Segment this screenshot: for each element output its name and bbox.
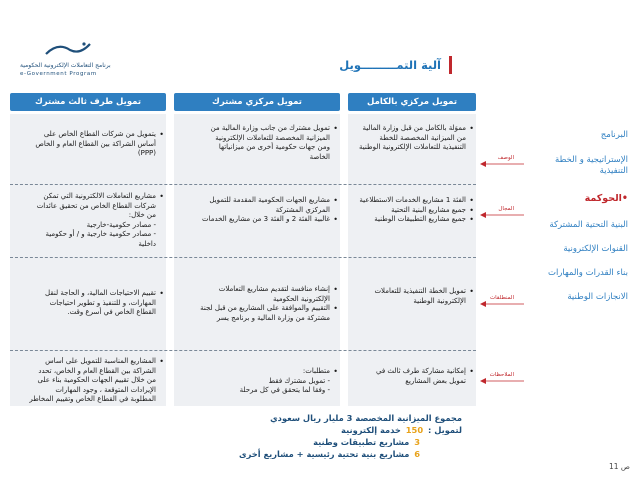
- program-logo: [14, 38, 124, 88]
- logo-arabic-text: برنامج التعاملات الإلكترونية الحكومية: [20, 62, 111, 69]
- slide-title: [339, 56, 452, 74]
- list-item: • مشاريع الجهات الحكومية المقدمة للتمويل المركزي المشتركة: [176, 196, 338, 215]
- cell-scope-third-party: [12, 192, 164, 256]
- cell-basis-shared-central: [176, 285, 338, 347]
- budget-summary: [239, 412, 462, 460]
- sidebar-item-capacity[interactable]: بناء القدرات والمهارات: [547, 268, 628, 278]
- logo-english-text: e-Government Program: [20, 71, 97, 77]
- sidebar-item-channels[interactable]: القنوات الإلكترونية: [563, 244, 628, 254]
- list-item: • إمكانية مشاركة طرف ثالث في تمويل بعض المشاريع: [350, 367, 474, 386]
- row-tag-description: الوصف: [480, 154, 524, 164]
- list-item: • غالبية الفئة 2 و الفئة 3 من مشاريع الخدمات: [176, 215, 338, 225]
- column-header-shared-central: تمويل مركزي مشترك: [174, 93, 340, 111]
- summary-total: مجموع الميزانية المخصصة 3 مليار ريال سعودي: [270, 413, 462, 423]
- row-divider: [10, 184, 476, 185]
- cell-description-full-central: [350, 124, 474, 182]
- list-item: • إنشاء منافسة لتقديم مشاريع التعاملات الإلكترونية الحكومية: [176, 285, 338, 304]
- list-item: • الفئة 1 مشاريع الخدمات الاستطلاعية: [350, 196, 474, 206]
- column-header-full-central: تمويل مركزي بالكامل: [348, 93, 476, 111]
- summary-infrastructure: 6 مشاريع بنية تحتية رئيسية + مشاريع أخرى: [238, 449, 420, 459]
- row-tag-basis: المنطلقات: [480, 294, 524, 304]
- sidebar-item-governance[interactable]: •الحوكمة: [584, 193, 628, 204]
- list-item: • جميع مشاريع البنية التحتية: [350, 206, 474, 216]
- cell-scope-shared-central: [176, 196, 338, 254]
- sidebar-item-strategy-cont[interactable]: التنفيذية: [599, 166, 628, 176]
- summary-services: لتمويل : 150 خدمة إلكترونية: [341, 425, 462, 435]
- list-item: • المشاريع المناسبة للتمويل على أساس الشراكة بين القطاع العام و الخاص، تحدد من خلال تقييم الجهات الحكومية بناء على الإيرادات المتوقعة ، وجود المهارات المطلوبة في القطاع الخاص وتقييم المخاطر: [12, 357, 164, 405]
- list-item: • تمويل الخطة التنفيذية للتعاملات الإلكترونية الوطنية: [350, 287, 474, 306]
- page-title: آلية التمـــــــــويل: [339, 58, 441, 72]
- row-tag-scope: المجال: [480, 205, 524, 215]
- list-item: • تقييم الاحتياجات المالية، و الحاجة لنقل المهارات، و للتنفيذ و تطوير احتياجات القطاع الخاص في أسرع وقت.: [12, 289, 164, 318]
- cell-basis-third-party: [12, 289, 164, 339]
- cell-description-shared-central: [176, 124, 338, 182]
- cell-description-third-party: [12, 130, 164, 182]
- list-item: • متطلبات: - تمويل مشترك فقط - وفقا لما يتحقق في كل مرحلة: [176, 367, 338, 396]
- page-number: ص 11: [609, 462, 630, 471]
- row-tag-notes: الملاحظات: [480, 371, 524, 381]
- row-divider: [10, 350, 476, 351]
- sidebar-item-infrastructure[interactable]: البنية التحتية المشتركة: [549, 220, 628, 230]
- cell-basis-full-central: [350, 287, 474, 327]
- list-item: • تمويل مشترك من جانب وزارة المالية من الميزانية المخصصة للتعاملات الإلكترونية ومن جهات حكومية أخرى من ميزانياتها الخاصة: [176, 124, 338, 162]
- list-item: • مشاريع التعاملات الالكترونية التي تمكن شركات القطاع الخاص من تحقيق عائدات من خلال: - مصادر حكومية-خارجية - مصادر حكومية خارجية و / أو حكومية داخلية: [12, 192, 164, 250]
- title-accent-bar: [449, 56, 452, 74]
- row-divider: [10, 257, 476, 258]
- list-item: • جميع مشاريع التطبيقات الوطنية: [350, 215, 474, 225]
- list-item: • التقييم والموافقة على المشاريع من قبل لجنة مشتركة من وزارة المالية و برنامج يسر: [176, 304, 338, 323]
- cell-notes-shared-central: [176, 367, 338, 403]
- cell-notes-third-party: [12, 357, 164, 405]
- cell-notes-full-central: [350, 367, 474, 403]
- list-item: • مموَلة بالكامل من قبل وزارة المالية من الميزانية المخصصة للخطة التنفيذية للتعاملات الإلكترونية الوطنية: [350, 124, 474, 153]
- sidebar-item-achievements[interactable]: الانجازات الوطنية: [567, 292, 628, 302]
- sidebar-item-program[interactable]: البرنامج: [600, 130, 628, 140]
- summary-applications: 3 مشاريع تطبيقات وطنية: [313, 437, 420, 447]
- logo-mark-icon: [44, 40, 92, 58]
- list-item: • يتمويل من شركات القطاع الخاص على أساس الشراكة بين القطاع العام و الخاص (PPP): [12, 130, 164, 159]
- cell-scope-full-central: [350, 196, 474, 254]
- sidebar-item-strategy[interactable]: الإستراتيجية و الخطة: [555, 155, 628, 165]
- column-header-third-party: تمويل طرف ثالث مشترك: [10, 93, 166, 111]
